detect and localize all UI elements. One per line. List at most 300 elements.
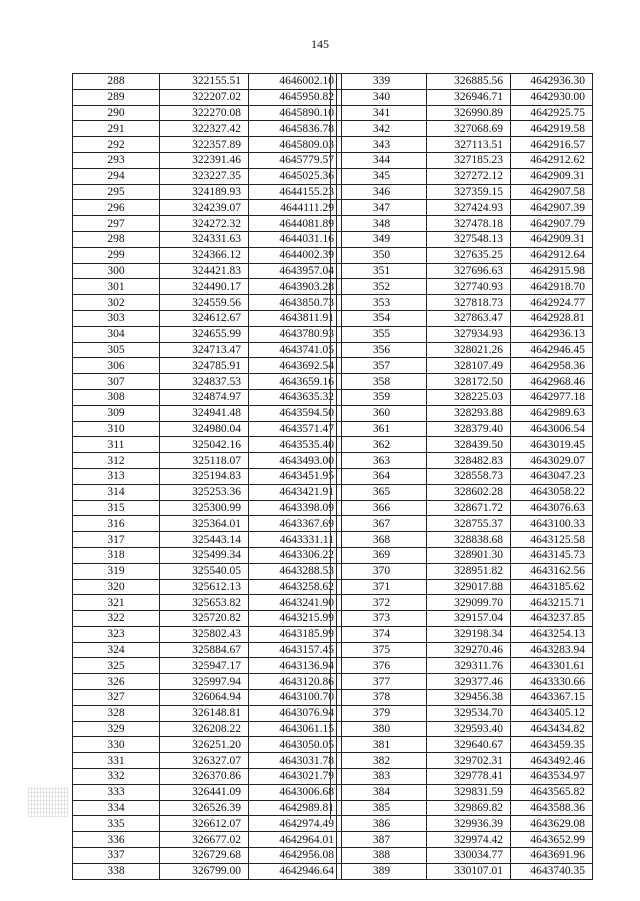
point-number-cell: 349 [337,231,427,247]
point-number-cell: 377 [337,674,427,690]
table-row [337,547,593,563]
table-row [73,563,342,579]
y-coordinate-cell: 4643459.35 [511,737,593,753]
point-number-cell: 292 [73,137,160,153]
y-coordinate-cell: 4643740.35 [511,863,593,879]
y-coordinate-cell: 4642936.13 [511,326,593,342]
y-coordinate-cell: 4642974.49 [249,816,342,832]
y-coordinate-cell: 4642912.62 [511,152,593,168]
y-coordinate-cell: 4645025.36 [249,168,342,184]
point-number-cell: 304 [73,326,160,342]
y-coordinate-cell: 4642956.08 [249,848,342,864]
point-number-cell: 373 [337,611,427,627]
x-coordinate-cell: 329593.40 [427,721,511,737]
table-row [73,279,342,295]
x-coordinate-cell: 328602.28 [427,484,511,500]
y-coordinate-cell: 4643691.96 [511,848,593,864]
point-number-cell: 337 [73,848,160,864]
point-number-cell: 317 [73,532,160,548]
x-coordinate-cell: 330107.01 [427,863,511,879]
table-row [73,310,342,326]
y-coordinate-cell: 4643811.91 [249,310,342,326]
table-row [337,737,593,753]
point-number-cell: 360 [337,405,427,421]
table-row [337,816,593,832]
y-coordinate-cell: 4643652.99 [511,832,593,848]
table-row [73,626,342,642]
x-coordinate-cell: 329099.70 [427,595,511,611]
table-row [337,690,593,706]
point-number-cell: 348 [337,216,427,232]
x-coordinate-cell: 324785.91 [160,358,249,374]
point-number-cell: 343 [337,137,427,153]
table-row [73,579,342,595]
point-number-cell: 389 [337,863,427,879]
x-coordinate-cell: 329311.76 [427,658,511,674]
y-coordinate-cell: 4643050.05 [249,737,342,753]
table-row [73,611,342,627]
table-row [73,168,342,184]
x-coordinate-cell: 326327.07 [160,753,249,769]
table-row [73,863,342,879]
point-number-cell: 379 [337,705,427,721]
x-coordinate-cell: 328901.30 [427,547,511,563]
y-coordinate-cell: 4643021.79 [249,769,342,785]
point-number-cell: 334 [73,800,160,816]
y-coordinate-cell: 4642968.46 [511,374,593,390]
table-row [337,848,593,864]
x-coordinate-cell: 326064.94 [160,690,249,706]
point-number-cell: 364 [337,468,427,484]
table-row [73,200,342,216]
y-coordinate-cell: 4643125.58 [511,532,593,548]
point-number-cell: 302 [73,295,160,311]
table-row [73,184,342,200]
y-coordinate-cell: 4643421.91 [249,484,342,500]
y-coordinate-cell: 4643692.54 [249,358,342,374]
point-number-cell: 341 [337,105,427,121]
y-coordinate-cell: 4642907.58 [511,184,593,200]
point-number-cell: 289 [73,89,160,105]
point-number-cell: 383 [337,769,427,785]
y-coordinate-cell: 4642924.77 [511,295,593,311]
y-coordinate-cell: 4643330.66 [511,674,593,690]
x-coordinate-cell: 325997.94 [160,674,249,690]
table-row [337,468,593,484]
point-number-cell: 326 [73,674,160,690]
point-number-cell: 378 [337,690,427,706]
point-number-cell: 342 [337,121,427,137]
x-coordinate-cell: 327068.69 [427,121,511,137]
table-row [73,690,342,706]
x-coordinate-cell: 327424.93 [427,200,511,216]
table-row [337,453,593,469]
point-number-cell: 297 [73,216,160,232]
y-coordinate-cell: 4642907.79 [511,216,593,232]
table-row [337,247,593,263]
y-coordinate-cell: 4643120.86 [249,674,342,690]
x-coordinate-cell: 322327.42 [160,121,249,137]
y-coordinate-cell: 4642909.31 [511,168,593,184]
y-coordinate-cell: 4644155.23 [249,184,342,200]
table-row [337,263,593,279]
point-number-cell: 316 [73,516,160,532]
table-row [73,848,342,864]
x-coordinate-cell: 327272.12 [427,168,511,184]
point-number-cell: 358 [337,374,427,390]
x-coordinate-cell: 325118.07 [160,453,249,469]
y-coordinate-cell: 4643215.99 [249,611,342,627]
table-row [73,642,342,658]
table-row [73,421,342,437]
point-number-cell: 329 [73,721,160,737]
x-coordinate-cell: 329702.31 [427,753,511,769]
y-coordinate-cell: 4645890.10 [249,105,342,121]
point-number-cell: 369 [337,547,427,563]
point-number-cell: 352 [337,279,427,295]
coordinates-table-left [72,73,342,880]
table-row [73,437,342,453]
y-coordinate-cell: 4645779.57 [249,152,342,168]
point-number-cell: 296 [73,200,160,216]
y-coordinate-cell: 4643145.73 [511,547,593,563]
y-coordinate-cell: 4642915.98 [511,263,593,279]
table-row [73,216,342,232]
x-coordinate-cell: 328379.40 [427,421,511,437]
point-number-cell: 294 [73,168,160,184]
x-coordinate-cell: 324490.17 [160,279,249,295]
table-row [337,484,593,500]
table-row [337,674,593,690]
table-row [337,137,593,153]
x-coordinate-cell: 329640.67 [427,737,511,753]
y-coordinate-cell: 4643434.82 [511,721,593,737]
x-coordinate-cell: 322357.89 [160,137,249,153]
point-number-cell: 327 [73,690,160,706]
x-coordinate-cell: 325947.17 [160,658,249,674]
x-coordinate-cell: 324655.99 [160,326,249,342]
y-coordinate-cell: 4643903.28 [249,279,342,295]
point-number-cell: 388 [337,848,427,864]
y-coordinate-cell: 4642916.57 [511,137,593,153]
y-coordinate-cell: 4643237.85 [511,611,593,627]
x-coordinate-cell: 328225.03 [427,389,511,405]
x-coordinate-cell: 324189.93 [160,184,249,200]
point-number-cell: 323 [73,626,160,642]
x-coordinate-cell: 327934.93 [427,326,511,342]
x-coordinate-cell: 325612.13 [160,579,249,595]
table-row [73,247,342,263]
point-number-cell: 357 [337,358,427,374]
table-row [337,642,593,658]
x-coordinate-cell: 328293.88 [427,405,511,421]
table-row [337,216,593,232]
x-coordinate-cell: 325042.16 [160,437,249,453]
table-row [73,547,342,563]
point-number-cell: 353 [337,295,427,311]
point-number-cell: 321 [73,595,160,611]
y-coordinate-cell: 4643492.46 [511,753,593,769]
point-number-cell: 375 [337,642,427,658]
point-number-cell: 385 [337,800,427,816]
y-coordinate-cell: 4643780.93 [249,326,342,342]
x-coordinate-cell: 329456.38 [427,690,511,706]
x-coordinate-cell: 326990.89 [427,105,511,121]
y-coordinate-cell: 4642989.63 [511,405,593,421]
table-row [337,595,593,611]
x-coordinate-cell: 326251.20 [160,737,249,753]
point-number-cell: 309 [73,405,160,421]
x-coordinate-cell: 327359.15 [427,184,511,200]
y-coordinate-cell: 4643058.22 [511,484,593,500]
x-coordinate-cell: 325253.36 [160,484,249,500]
x-coordinate-cell: 325653.82 [160,595,249,611]
table-row [337,500,593,516]
x-coordinate-cell: 328755.37 [427,516,511,532]
x-coordinate-cell: 328021.26 [427,342,511,358]
point-number-cell: 307 [73,374,160,390]
y-coordinate-cell: 4643288.53 [249,563,342,579]
y-coordinate-cell: 4643157.45 [249,642,342,658]
x-coordinate-cell: 328107.49 [427,358,511,374]
x-coordinate-cell: 327863.47 [427,310,511,326]
point-number-cell: 322 [73,611,160,627]
y-coordinate-cell: 4644081.89 [249,216,342,232]
y-coordinate-cell: 4643594.50 [249,405,342,421]
x-coordinate-cell: 325443.14 [160,532,249,548]
table-row [73,326,342,342]
x-coordinate-cell: 329831.59 [427,784,511,800]
y-coordinate-cell: 4643588.36 [511,800,593,816]
point-number-cell: 308 [73,389,160,405]
y-coordinate-cell: 4644002.39 [249,247,342,263]
table-row [73,674,342,690]
y-coordinate-cell: 4642918.70 [511,279,593,295]
table-row [337,374,593,390]
point-number-cell: 314 [73,484,160,500]
table-row [73,263,342,279]
x-coordinate-cell: 326148.81 [160,705,249,721]
x-coordinate-cell: 329377.46 [427,674,511,690]
y-coordinate-cell: 4642936.30 [511,74,593,90]
table-row [337,532,593,548]
table-row [337,326,593,342]
y-coordinate-cell: 4645836.78 [249,121,342,137]
table-row [337,832,593,848]
y-coordinate-cell: 4643100.33 [511,516,593,532]
y-coordinate-cell: 4646002.10 [249,74,342,90]
x-coordinate-cell: 326441.09 [160,784,249,800]
x-coordinate-cell: 329017.88 [427,579,511,595]
x-coordinate-cell: 328558.73 [427,468,511,484]
table-row [337,405,593,421]
y-coordinate-cell: 4643185.99 [249,626,342,642]
point-number-cell: 306 [73,358,160,374]
table-row [73,389,342,405]
point-number-cell: 384 [337,784,427,800]
point-number-cell: 325 [73,658,160,674]
x-coordinate-cell: 329534.70 [427,705,511,721]
y-coordinate-cell: 4643306.22 [249,547,342,563]
point-number-cell: 382 [337,753,427,769]
x-coordinate-cell: 329198.34 [427,626,511,642]
table-row [337,769,593,785]
y-coordinate-cell: 4642958.36 [511,358,593,374]
point-number-cell: 332 [73,769,160,785]
table-row [73,374,342,390]
x-coordinate-cell: 322391.46 [160,152,249,168]
table-row [337,295,593,311]
point-number-cell: 347 [337,200,427,216]
point-number-cell: 344 [337,152,427,168]
x-coordinate-cell: 328951.82 [427,563,511,579]
table-row [73,816,342,832]
y-coordinate-cell: 4642946.45 [511,342,593,358]
table-row [73,737,342,753]
x-coordinate-cell: 329157.04 [427,611,511,627]
x-coordinate-cell: 325300.99 [160,500,249,516]
y-coordinate-cell: 4643398.09 [249,500,342,516]
x-coordinate-cell: 324559.56 [160,295,249,311]
point-number-cell: 350 [337,247,427,263]
table-row [337,168,593,184]
x-coordinate-cell: 326729.68 [160,848,249,864]
y-coordinate-cell: 4642964.01 [249,832,342,848]
scan-artifact [28,787,68,817]
table-row [73,769,342,785]
y-coordinate-cell: 4643258.62 [249,579,342,595]
x-coordinate-cell: 322155.51 [160,74,249,90]
point-number-cell: 338 [73,863,160,879]
y-coordinate-cell: 4643451.95 [249,468,342,484]
y-coordinate-cell: 4643635.32 [249,389,342,405]
x-coordinate-cell: 328482.83 [427,453,511,469]
x-coordinate-cell: 328838.68 [427,532,511,548]
point-number-cell: 298 [73,231,160,247]
x-coordinate-cell: 326208.22 [160,721,249,737]
table-row [337,784,593,800]
x-coordinate-cell: 327113.51 [427,137,511,153]
table-row [73,152,342,168]
x-coordinate-cell: 324837.53 [160,374,249,390]
point-number-cell: 340 [337,89,427,105]
x-coordinate-cell: 325720.82 [160,611,249,627]
x-coordinate-cell: 325364.01 [160,516,249,532]
point-number-cell: 381 [337,737,427,753]
table-row [73,800,342,816]
point-number-cell: 333 [73,784,160,800]
y-coordinate-cell: 4643565.82 [511,784,593,800]
y-coordinate-cell: 4643367.69 [249,516,342,532]
point-number-cell: 319 [73,563,160,579]
x-coordinate-cell: 327740.93 [427,279,511,295]
point-number-cell: 376 [337,658,427,674]
x-coordinate-cell: 325884.67 [160,642,249,658]
x-coordinate-cell: 326677.02 [160,832,249,848]
point-number-cell: 295 [73,184,160,200]
table-row [337,342,593,358]
point-number-cell: 355 [337,326,427,342]
x-coordinate-cell: 329936.39 [427,816,511,832]
table-row [73,295,342,311]
y-coordinate-cell: 4643571.47 [249,421,342,437]
table-row [337,74,593,90]
x-coordinate-cell: 327696.63 [427,263,511,279]
table-row [73,468,342,484]
x-coordinate-cell: 324239.07 [160,200,249,216]
table-row [73,231,342,247]
y-coordinate-cell: 4643850.73 [249,295,342,311]
y-coordinate-cell: 4642946.64 [249,863,342,879]
y-coordinate-cell: 4643301.61 [511,658,593,674]
y-coordinate-cell: 4643185.62 [511,579,593,595]
table-row [73,705,342,721]
table-row [337,105,593,121]
point-number-cell: 354 [337,310,427,326]
y-coordinate-cell: 4643076.94 [249,705,342,721]
table-row [337,721,593,737]
table-row [73,453,342,469]
point-number-cell: 362 [337,437,427,453]
table-row [337,437,593,453]
table-row [337,152,593,168]
table-row [337,516,593,532]
y-coordinate-cell: 4642925.75 [511,105,593,121]
y-coordinate-cell: 4642977.18 [511,389,593,405]
y-coordinate-cell: 4643061.15 [249,721,342,737]
point-number-cell: 363 [337,453,427,469]
point-number-cell: 367 [337,516,427,532]
table-row [337,800,593,816]
y-coordinate-cell: 4643493.00 [249,453,342,469]
y-coordinate-cell: 4643215.71 [511,595,593,611]
point-number-cell: 331 [73,753,160,769]
x-coordinate-cell: 329270.46 [427,642,511,658]
point-number-cell: 288 [73,74,160,90]
table-row [337,121,593,137]
x-coordinate-cell: 324874.97 [160,389,249,405]
x-coordinate-cell: 324612.67 [160,310,249,326]
point-number-cell: 311 [73,437,160,453]
x-coordinate-cell: 327635.25 [427,247,511,263]
table-row [73,532,342,548]
table-row [337,611,593,627]
point-number-cell: 312 [73,453,160,469]
table-row [337,89,593,105]
point-number-cell: 372 [337,595,427,611]
y-coordinate-cell: 4643076.63 [511,500,593,516]
table-row [73,595,342,611]
y-coordinate-cell: 4642989.81 [249,800,342,816]
y-coordinate-cell: 4643006.54 [511,421,593,437]
point-number-cell: 380 [337,721,427,737]
table-row [337,863,593,879]
point-number-cell: 320 [73,579,160,595]
point-number-cell: 387 [337,832,427,848]
y-coordinate-cell: 4643283.94 [511,642,593,658]
y-coordinate-cell: 4643629.08 [511,816,593,832]
point-number-cell: 370 [337,563,427,579]
table-row [337,626,593,642]
x-coordinate-cell: 327185.23 [427,152,511,168]
x-coordinate-cell: 325194.83 [160,468,249,484]
x-coordinate-cell: 324421.83 [160,263,249,279]
x-coordinate-cell: 326612.07 [160,816,249,832]
point-number-cell: 368 [337,532,427,548]
y-coordinate-cell: 4643029.07 [511,453,593,469]
point-number-cell: 330 [73,737,160,753]
y-coordinate-cell: 4643019.45 [511,437,593,453]
